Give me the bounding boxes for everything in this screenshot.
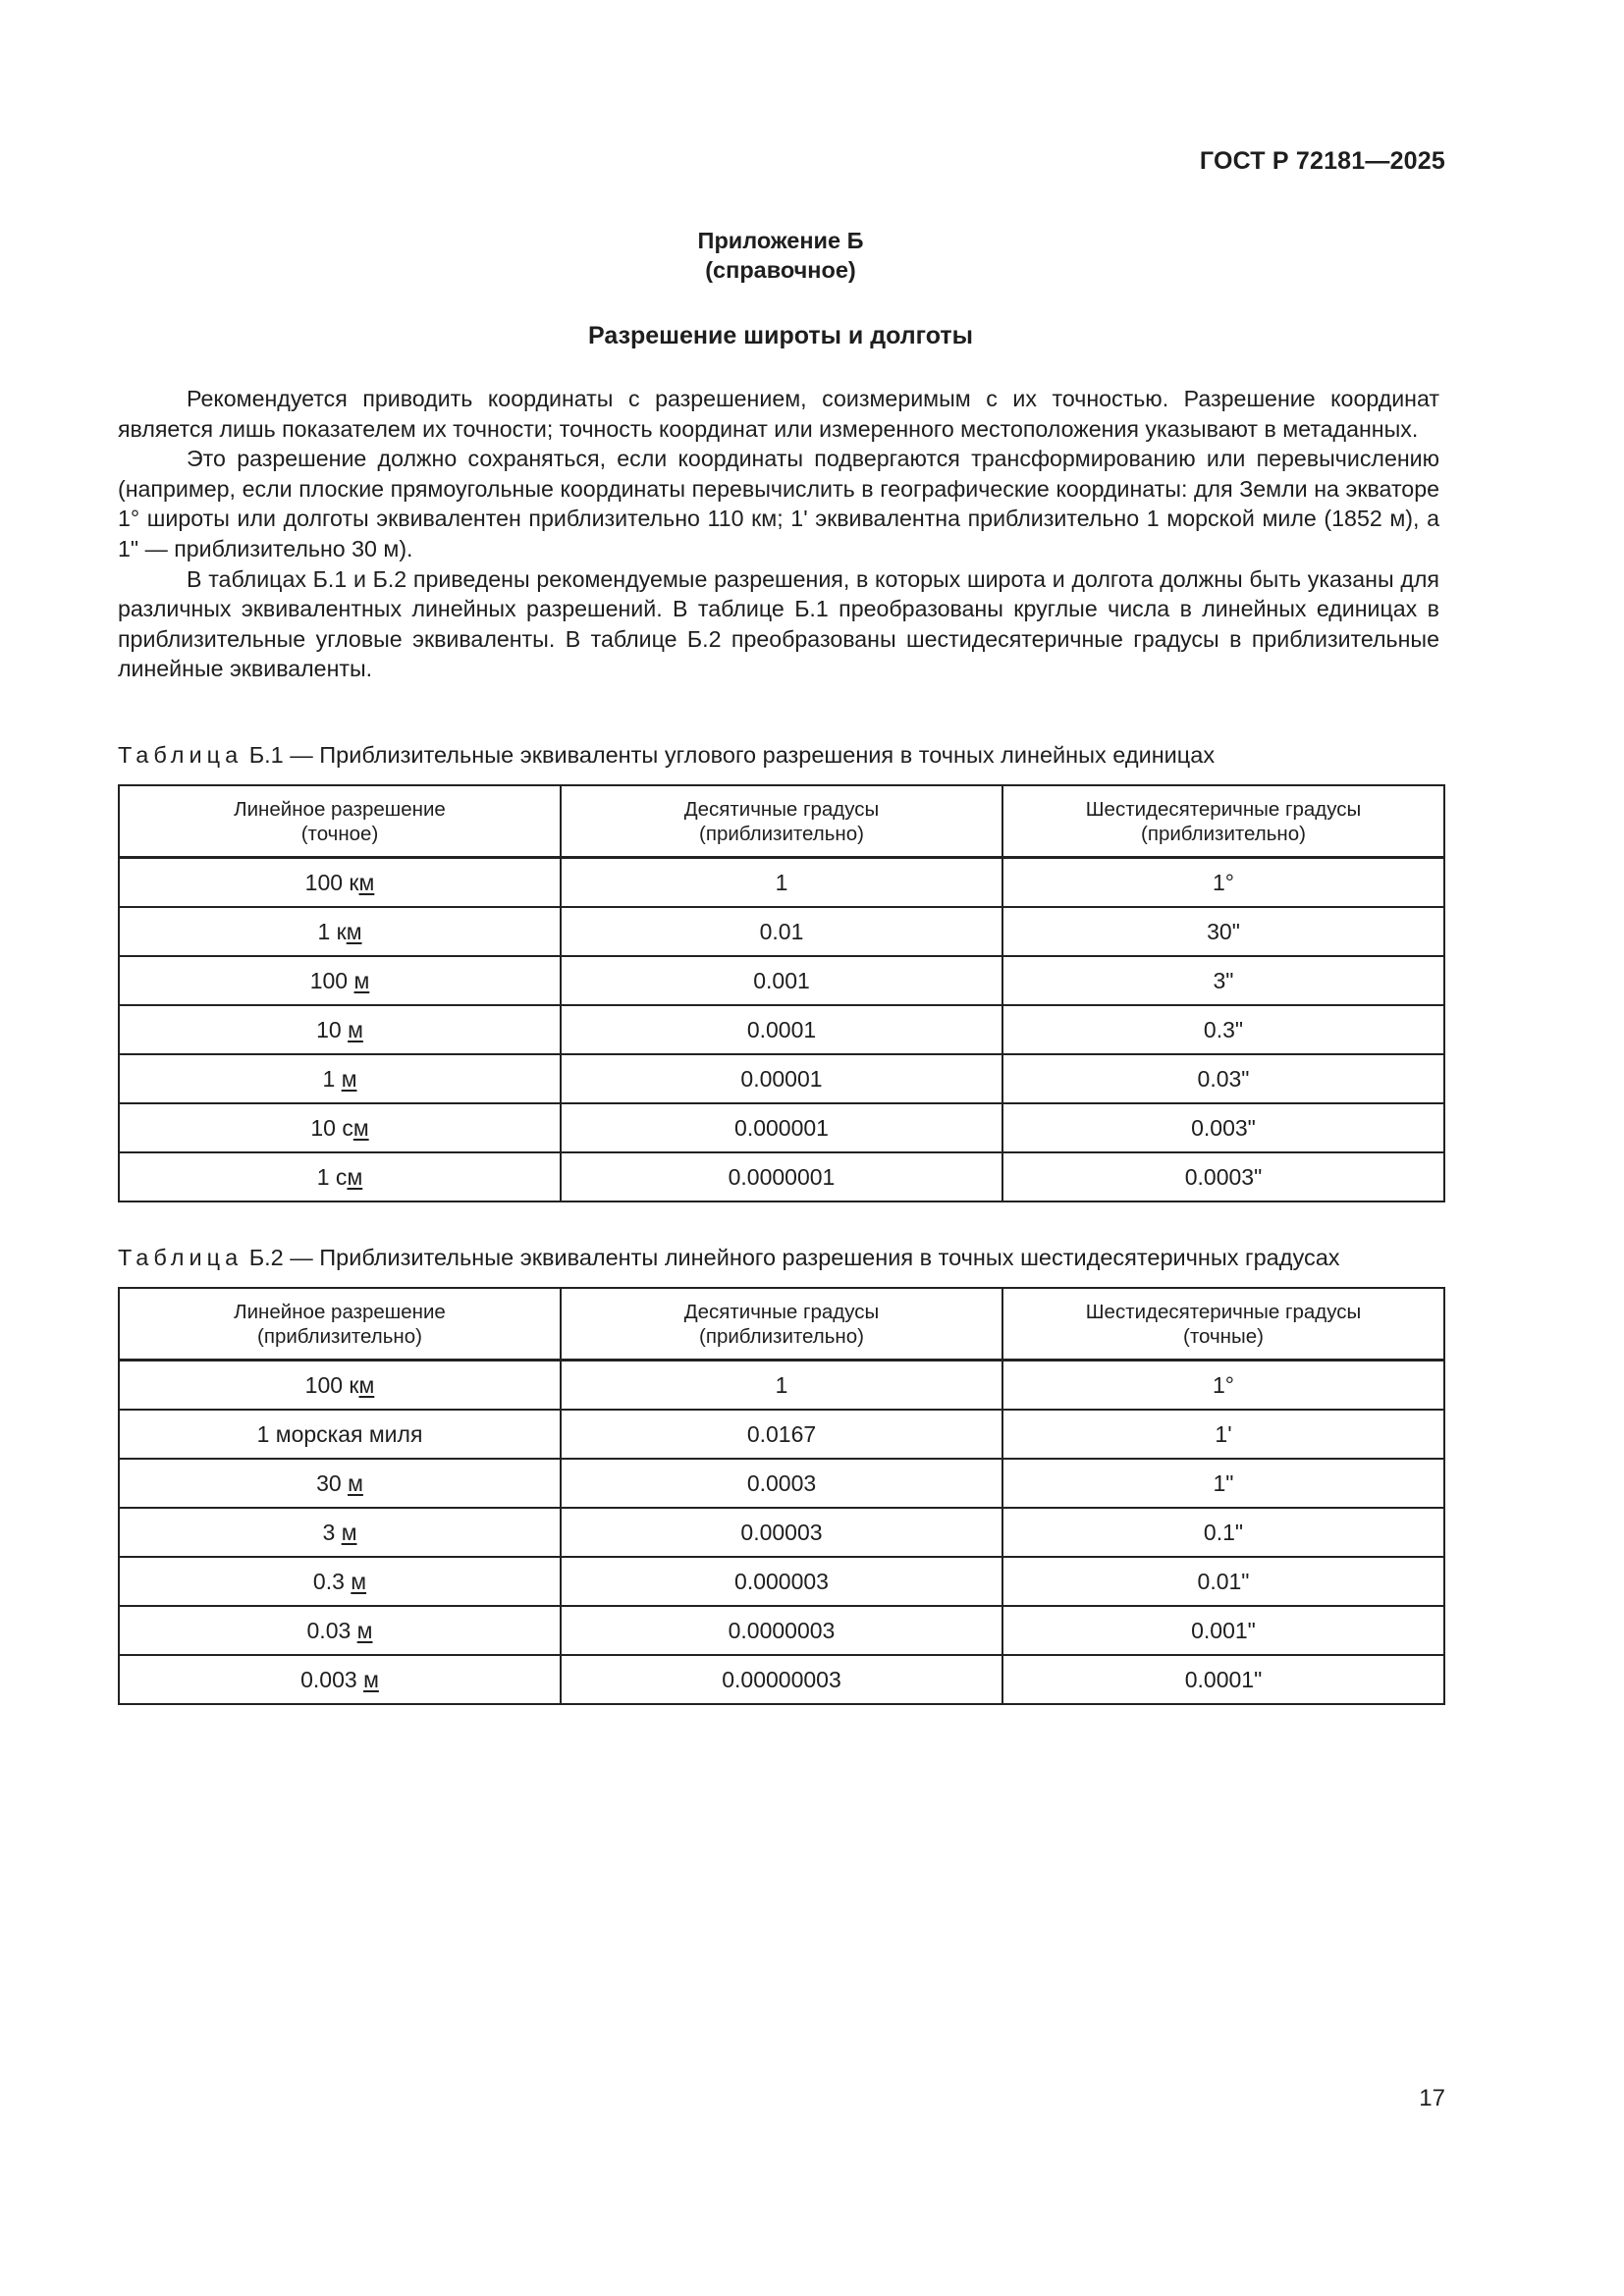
table-caption <box>118 1245 1453 1271</box>
cell-unit: м <box>348 1016 363 1042</box>
table-cell: 0.1" <box>1002 1508 1444 1557</box>
table-caption-text: Б.1 — Приблизительные эквиваленты углового разрешения в точных линейных единицах <box>248 742 1216 768</box>
table-cell: 0.0001 <box>561 1005 1002 1054</box>
table-cell <box>119 1005 561 1054</box>
cell-unit: м <box>353 967 370 993</box>
table-body <box>119 1361 1444 1705</box>
table-cell <box>119 956 561 1005</box>
column-header <box>119 785 561 858</box>
table-cell: 1" <box>1002 1459 1444 1508</box>
column-header-line: Шестидесятеричные градусы <box>1085 797 1362 821</box>
table-cell: 1' <box>1002 1410 1444 1459</box>
table-cell: 0.0167 <box>561 1410 1002 1459</box>
table-cell: 0.01" <box>1002 1557 1444 1606</box>
table-cell <box>119 1557 561 1606</box>
paragraph: В таблицах Б.1 и Б.2 приведены рекомендуемые разрешения, в которых широта и долгота должны быть указаны для различных эквивалентных линейных разрешений. В таблице Б.1 преобразованы круглые числа в линейных единицах в приблизительные угловые эквиваленты. В таблице Б.2 преобразованы шестидесятеричные градусы в приблизительные линейные эквиваленты. <box>118 565 1439 682</box>
column-header-line: (приблизительно) <box>257 1324 422 1348</box>
table-cell: 0.00001 <box>561 1054 1002 1103</box>
column-header-line: Десятичные градусы <box>683 797 880 821</box>
cell-unit: м <box>356 1617 373 1643</box>
table-caption <box>118 742 1453 769</box>
cell-unit: м <box>363 1666 379 1692</box>
table-header-row <box>119 1288 1444 1361</box>
table-cell <box>119 1606 561 1655</box>
paragraph: Рекомендуется приводить координаты с разрешением, соизмеримым с их точностью. Разрешение координат является лишь показателем их точности; точность координат или измеренного местоположения указывают в метаданных. <box>118 386 1439 442</box>
table-cell: 0.000003 <box>561 1557 1002 1606</box>
cell-value: 30 <box>316 1469 349 1496</box>
table-cell: 0.001" <box>1002 1606 1444 1655</box>
table-cell <box>119 907 561 956</box>
table-cell: 1 <box>561 1361 1002 1411</box>
table-body <box>119 858 1444 1202</box>
page-number: 17 <box>1419 2085 1445 2111</box>
table-cell <box>119 1152 561 1201</box>
column-header-line: (приблизительно) <box>699 822 864 845</box>
cell-unit: м <box>358 869 375 895</box>
table-row <box>119 1508 1444 1557</box>
column-header <box>561 785 1002 858</box>
cell-unit: м <box>341 1065 357 1092</box>
table-row <box>119 1361 1444 1411</box>
table-cell: 0.0000001 <box>561 1152 1002 1201</box>
cell-unit: м <box>346 918 362 944</box>
table-row <box>119 1005 1444 1054</box>
table-b2 <box>118 1287 1445 1705</box>
appendix-status: (справочное) <box>705 257 856 283</box>
cell-value: 10 <box>316 1016 349 1042</box>
table-cell <box>119 1508 561 1557</box>
cell-value: 0.003 <box>300 1666 364 1692</box>
column-header-line: Шестидесятеричные градусы <box>1085 1300 1362 1323</box>
column-header-line: Линейное разрешение <box>234 797 446 821</box>
cell-unit: м <box>341 1519 357 1545</box>
table-header-row <box>119 785 1444 858</box>
table-cell <box>119 1459 561 1508</box>
cell-unit: м <box>347 1163 363 1190</box>
cell-value: 100 к <box>304 869 359 895</box>
appendix-title: Приложение Б <box>697 228 864 253</box>
table-cell: 0.003" <box>1002 1103 1444 1152</box>
table-cell: 0.00000003 <box>561 1655 1002 1704</box>
table-cell <box>119 1103 561 1152</box>
column-header-line: Десятичные градусы <box>683 1300 880 1323</box>
cell-unit: м <box>348 1469 363 1496</box>
cell-value: 3 <box>322 1519 342 1545</box>
table-row <box>119 1557 1444 1606</box>
table-cell: 0.00003 <box>561 1508 1002 1557</box>
table-row <box>119 1655 1444 1704</box>
cell-value: 10 с <box>310 1114 353 1141</box>
column-header <box>561 1288 1002 1361</box>
table-cell: 3" <box>1002 956 1444 1005</box>
paragraph: Это разрешение должно сохраняться, если координаты подвергаются трансформированию или перевычислению (например, если плоские прямоугольные координаты перевычислить в географические координаты: для Земли на экваторе 1° широты или долготы эквивалентен приблизительно 110 км; 1' эквивалентна приблизительно 1 морской миле (1852 м), а 1" — приблизительно 30 м). <box>118 446 1439 561</box>
table-cell: 0.0003 <box>561 1459 1002 1508</box>
table-cell: 0.3" <box>1002 1005 1444 1054</box>
cell-value: 1 с <box>316 1163 348 1190</box>
table-cell <box>119 1410 561 1459</box>
table-row <box>119 1103 1444 1152</box>
table-caption-text: Б.2 — Приблизительные эквиваленты линейного разрешения в точных шестидесятеричных градусах <box>248 1245 1340 1270</box>
column-header <box>119 1288 561 1361</box>
table-row <box>119 907 1444 956</box>
table-row <box>119 956 1444 1005</box>
table-cell: 0.01 <box>561 907 1002 956</box>
table-cell: 0.03" <box>1002 1054 1444 1103</box>
column-header <box>1002 785 1444 858</box>
cell-value: 1 морская миля <box>256 1420 423 1447</box>
table-caption-prefix: Таблица <box>118 1245 244 1270</box>
cell-unit: м <box>358 1371 375 1398</box>
column-header-line: (приблизительно) <box>699 1324 864 1348</box>
table-row <box>119 1054 1444 1103</box>
cell-unit: м <box>352 1114 369 1141</box>
cell-value: 0.03 <box>306 1617 357 1643</box>
table-cell: 1° <box>1002 1361 1444 1411</box>
table-b1 <box>118 784 1445 1202</box>
table-row <box>119 858 1444 908</box>
cell-value: 1 к <box>317 918 347 944</box>
table-cell <box>119 1361 561 1411</box>
table-cell: 1 <box>561 858 1002 908</box>
table-row <box>119 1606 1444 1655</box>
cell-value: 100 <box>309 967 354 993</box>
table-row <box>119 1459 1444 1508</box>
table-cell <box>119 1655 561 1704</box>
column-header-line: Линейное разрешение <box>234 1300 446 1323</box>
column-header <box>1002 1288 1444 1361</box>
column-header-line: (точное) <box>300 822 379 845</box>
table-cell: 0.001 <box>561 956 1002 1005</box>
cell-value: 1 <box>322 1065 342 1092</box>
body-text <box>118 384 1439 684</box>
cell-value: 0.3 <box>312 1568 352 1594</box>
table-cell: 0.0001" <box>1002 1655 1444 1704</box>
table-cell: 0.000001 <box>561 1103 1002 1152</box>
table-row <box>119 1152 1444 1201</box>
table-cell: 0.0003" <box>1002 1152 1444 1201</box>
table-cell: 0.0000003 <box>561 1606 1002 1655</box>
table-cell: 30" <box>1002 907 1444 956</box>
cell-unit: м <box>351 1568 367 1594</box>
column-header-line: (точные) <box>1183 1324 1264 1348</box>
table-row <box>119 1410 1444 1459</box>
column-header-line: (приблизительно) <box>1141 822 1306 845</box>
document-code: ГОСТ Р 72181—2025 <box>1199 147 1445 175</box>
table-caption-prefix: Таблица <box>118 742 244 768</box>
table-cell <box>119 1054 561 1103</box>
cell-value: 100 к <box>304 1371 359 1398</box>
table-cell <box>119 858 561 908</box>
section-title: Разрешение широты и долготы <box>588 322 973 349</box>
table-cell: 1° <box>1002 858 1444 908</box>
